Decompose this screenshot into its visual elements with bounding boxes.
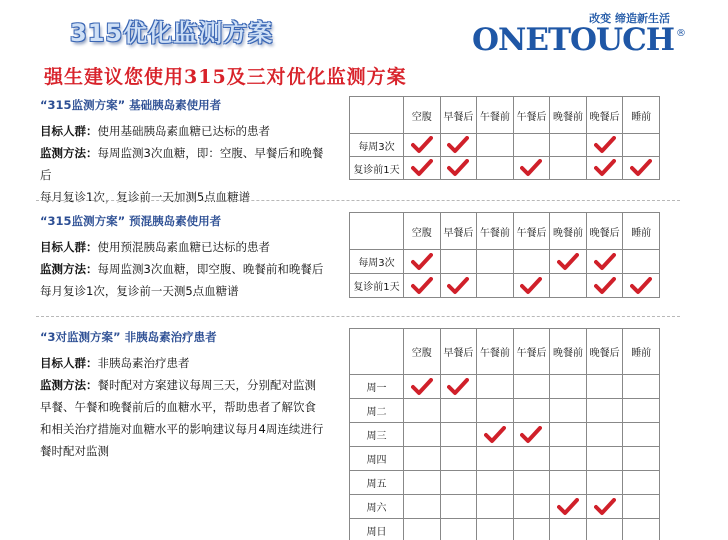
table-cell (513, 157, 550, 180)
column-header: 空腹 (404, 213, 441, 250)
method-text: 每周监测3次血糖，即：空腹、早餐后和晚餐后 (40, 146, 324, 182)
row-label: 周二 (350, 399, 404, 423)
table-cell (623, 399, 660, 423)
extra-text: 每月复诊1次，复诊前一天测5点血糖谱 (40, 284, 239, 298)
column-header: 午餐前 (477, 97, 514, 134)
table-cell (477, 423, 514, 447)
method-label: 监测方法： (40, 146, 98, 160)
table-row (350, 495, 660, 519)
checkmark-icon (594, 277, 616, 295)
checkmark-icon (520, 159, 542, 177)
table-cell (440, 375, 477, 399)
table-cell (586, 447, 623, 471)
table-cell (513, 447, 550, 471)
table-corner-cell (350, 213, 404, 250)
method-label: 监测方法： (40, 378, 98, 392)
table-header-row (350, 329, 660, 375)
table-cell (550, 399, 587, 423)
table-cell (586, 399, 623, 423)
checkmark-icon (520, 277, 542, 295)
checkmark-icon (594, 253, 616, 271)
table-cell (404, 471, 441, 495)
onetouch-logo (472, 10, 692, 56)
column-header: 午餐前 (477, 213, 514, 250)
table-cell (477, 375, 514, 399)
table-row (350, 471, 660, 495)
table-cell (440, 134, 477, 157)
table-cell (404, 375, 441, 399)
table-cell (550, 519, 587, 540)
table-cell (404, 423, 441, 447)
monitoring-table-basal-insulin (349, 96, 660, 180)
table-cell (404, 157, 441, 180)
table-cell (623, 157, 660, 180)
table-cell (404, 250, 441, 274)
section-title-basal-insulin: “315监测方案” 基础胰岛素使用者 (40, 98, 222, 112)
table-cell (440, 157, 477, 180)
table-cell (477, 519, 514, 540)
target-label: 目标人群： (40, 240, 98, 254)
table-row (350, 375, 660, 399)
target-label: 目标人群： (40, 124, 98, 138)
table-cell (550, 134, 587, 157)
table-cell (513, 274, 550, 298)
column-header: 晚餐前 (550, 97, 587, 134)
table-cell (440, 471, 477, 495)
logo-tagline: 改变 缔造新生活 (589, 12, 670, 25)
column-header: 空腹 (404, 97, 441, 134)
checkmark-icon (447, 378, 469, 396)
target-text: 使用预混胰岛素血糖已达标的患者 (97, 240, 270, 254)
checkmark-icon (411, 277, 433, 295)
column-header: 晚餐前 (550, 329, 587, 375)
table-cell (550, 157, 587, 180)
column-header: 睡前 (623, 329, 660, 375)
table-cell (440, 274, 477, 298)
row-label: 周五 (350, 471, 404, 495)
checkmark-icon (594, 136, 616, 154)
table-cell (513, 399, 550, 423)
table-cell (586, 495, 623, 519)
target-text: 使用基础胰岛素血糖已达标的患者 (97, 124, 270, 138)
table-cell (586, 375, 623, 399)
table-row (350, 399, 660, 423)
column-header: 晚餐后 (586, 329, 623, 375)
table-row (350, 274, 660, 298)
column-header: 睡前 (623, 213, 660, 250)
table-header-row (350, 213, 660, 250)
checkmark-icon (630, 277, 652, 295)
checkmark-icon (447, 159, 469, 177)
table-cell (586, 134, 623, 157)
row-label: 周四 (350, 447, 404, 471)
column-header: 午餐后 (513, 97, 550, 134)
table-cell (623, 447, 660, 471)
table-cell (586, 519, 623, 540)
table-cell (440, 399, 477, 423)
method-text: 每周监测3次血糖，即空腹、晚餐前和晚餐后 (97, 262, 324, 276)
row-label: 每周3次 (350, 250, 404, 274)
column-header: 晚餐后 (586, 97, 623, 134)
table-cell (623, 274, 660, 298)
table-cell (477, 250, 514, 274)
table-cell (477, 134, 514, 157)
table-cell (440, 250, 477, 274)
checkmark-icon (411, 136, 433, 154)
table-cell (550, 375, 587, 399)
monitoring-table-premixed-insulin (349, 212, 660, 298)
table-cell (477, 399, 514, 423)
column-header: 早餐后 (440, 213, 477, 250)
row-label: 复诊前1天 (350, 157, 404, 180)
checkmark-icon (630, 159, 652, 177)
table-cell (404, 134, 441, 157)
table-row (350, 134, 660, 157)
checkmark-icon (484, 426, 506, 444)
table-cell (513, 375, 550, 399)
banner-title: 315优化监测方案 (70, 18, 274, 47)
table-cell (513, 495, 550, 519)
column-header: 午餐后 (513, 213, 550, 250)
table-cell (404, 399, 441, 423)
row-label: 周三 (350, 423, 404, 447)
column-header: 睡前 (623, 97, 660, 134)
section-title-premixed-insulin: “315监测方案” 预混胰岛素使用者 (40, 214, 222, 228)
extra-text: 每月复诊1次，复诊前一天加测5点血糖谱 (40, 190, 251, 204)
column-header: 午餐后 (513, 329, 550, 375)
section-description-premixed-insulin (40, 236, 330, 302)
table-cell (404, 519, 441, 540)
table-cell (440, 423, 477, 447)
checkmark-icon (594, 498, 616, 516)
table-cell (513, 519, 550, 540)
table-cell (623, 495, 660, 519)
table-cell (477, 274, 514, 298)
table-cell (623, 134, 660, 157)
table-cell (586, 157, 623, 180)
column-header: 空腹 (404, 329, 441, 375)
row-label: 复诊前1天 (350, 274, 404, 298)
checkmark-icon (411, 159, 433, 177)
checkmark-icon (411, 378, 433, 396)
method-text: 餐时配对方案建议每周三天，分别配对监测早餐、午餐和晚餐前后的血糖水平，帮助患者了解饮食和相关治疗措施对血糖水平的影响建议每月4周连续进行餐时配对监测 (40, 378, 324, 458)
table-cell (550, 250, 587, 274)
section-description-basal-insulin (40, 120, 330, 208)
table-cell (477, 157, 514, 180)
table-row (350, 447, 660, 471)
table-cell (586, 471, 623, 495)
column-header: 午餐前 (477, 329, 514, 375)
table-cell (477, 447, 514, 471)
table-cell (623, 250, 660, 274)
column-header: 早餐后 (440, 97, 477, 134)
logo-wordmark: ONETOUCH (472, 22, 675, 58)
table-cell (623, 375, 660, 399)
table-cell (404, 495, 441, 519)
registered-mark: ® (676, 28, 686, 39)
table-cell (440, 495, 477, 519)
column-header: 晚餐后 (586, 213, 623, 250)
target-text: 非胰岛素治疗患者 (97, 356, 190, 370)
table-header-row (350, 97, 660, 134)
checkmark-icon (447, 136, 469, 154)
checkmark-icon (520, 426, 542, 444)
table-cell (586, 423, 623, 447)
section-divider (36, 200, 680, 201)
table-cell (477, 495, 514, 519)
table-cell (623, 519, 660, 540)
section-title-non-insulin: “3对监测方案” 非胰岛素治疗患者 (40, 330, 217, 344)
table-row (350, 423, 660, 447)
checkmark-icon (557, 498, 579, 516)
table-cell (440, 519, 477, 540)
table-cell (623, 471, 660, 495)
row-label: 周一 (350, 375, 404, 399)
table-cell (550, 471, 587, 495)
checkmark-icon (411, 253, 433, 271)
table-cell (404, 274, 441, 298)
method-label: 监测方法： (40, 262, 98, 276)
table-row (350, 250, 660, 274)
table-cell (440, 447, 477, 471)
table-cell (513, 423, 550, 447)
table-cell (550, 447, 587, 471)
table-cell (550, 495, 587, 519)
table-cell (477, 471, 514, 495)
row-label: 每周3次 (350, 134, 404, 157)
section-divider (36, 316, 680, 317)
table-cell (513, 471, 550, 495)
row-label: 周六 (350, 495, 404, 519)
checkmark-icon (557, 253, 579, 271)
target-label: 目标人群： (40, 356, 98, 370)
table-cell (513, 250, 550, 274)
table-row (350, 157, 660, 180)
section-description-non-insulin (40, 352, 325, 462)
column-header: 晚餐前 (550, 213, 587, 250)
table-corner-cell (350, 97, 404, 134)
table-cell (623, 423, 660, 447)
table-cell (550, 274, 587, 298)
page-headline: 强生建议您使用315及三对优化监测方案 (44, 66, 407, 88)
table-cell (586, 250, 623, 274)
checkmark-icon (447, 277, 469, 295)
column-header: 早餐后 (440, 329, 477, 375)
checkmark-icon (594, 159, 616, 177)
table-cell (550, 423, 587, 447)
table-corner-cell (350, 329, 404, 375)
table-cell (586, 274, 623, 298)
table-cell (513, 134, 550, 157)
table-cell (404, 447, 441, 471)
table-row (350, 519, 660, 540)
monitoring-table-non-insulin (349, 328, 660, 540)
row-label: 周日 (350, 519, 404, 540)
